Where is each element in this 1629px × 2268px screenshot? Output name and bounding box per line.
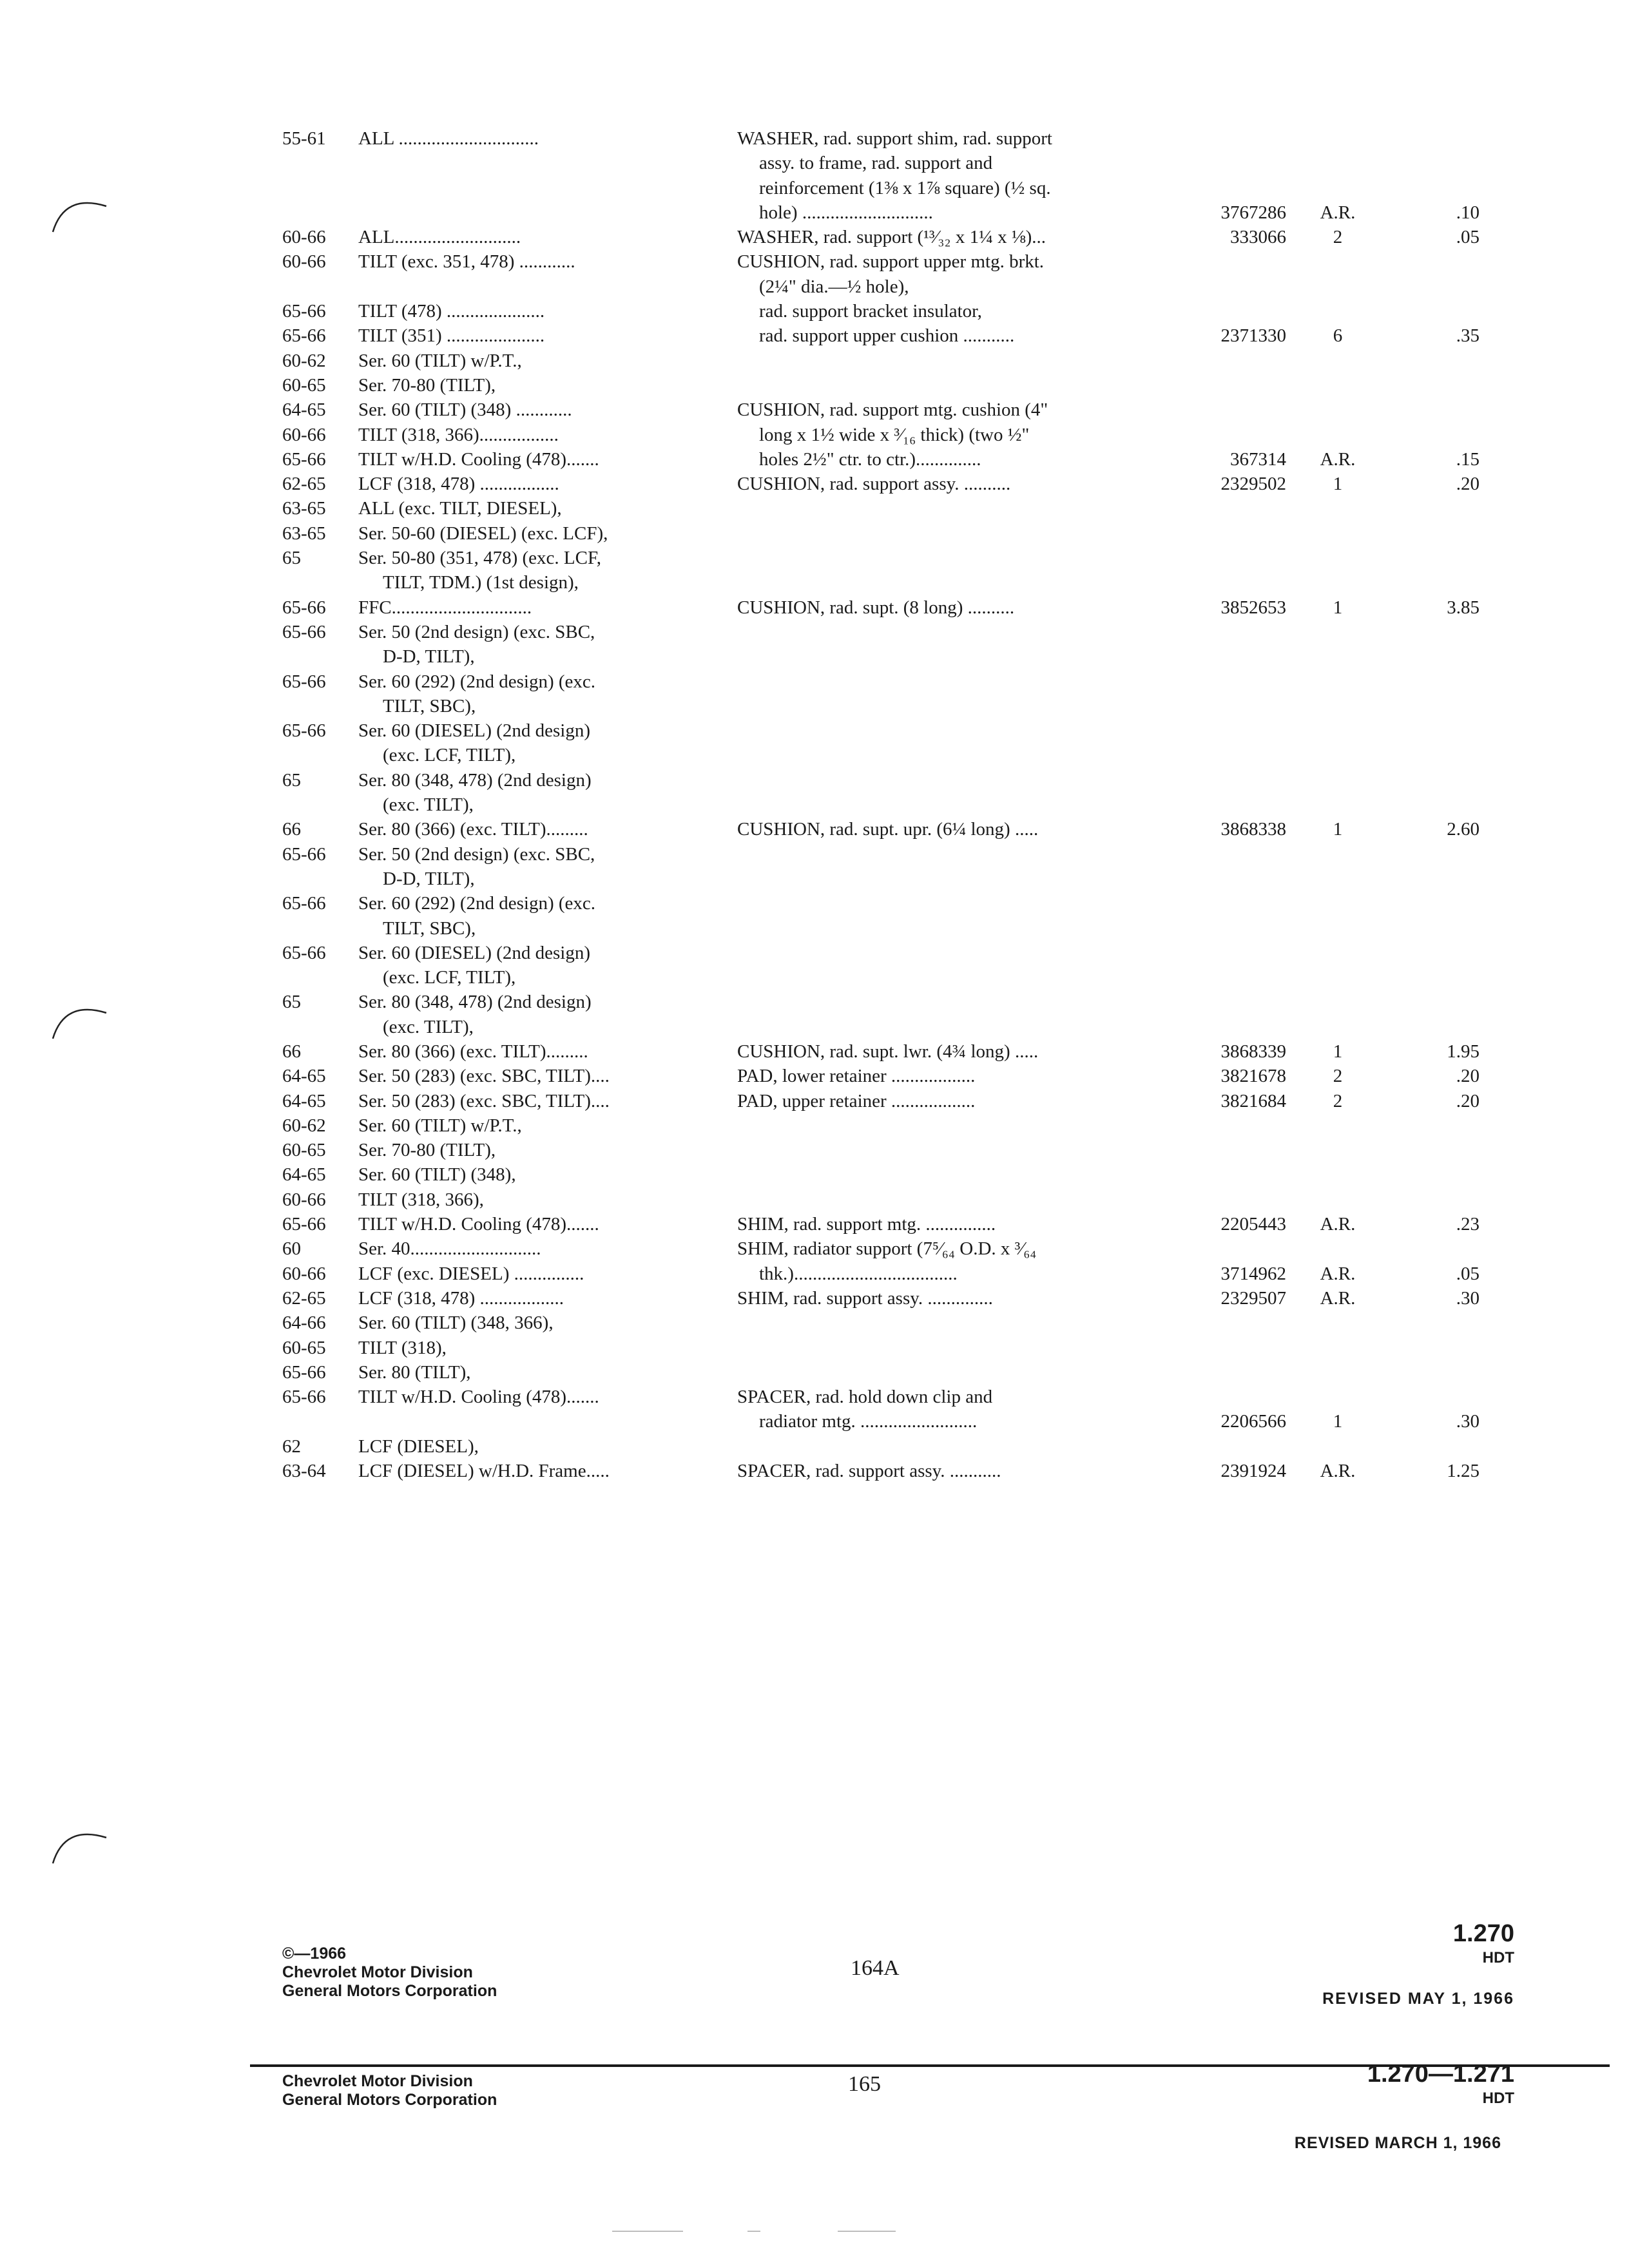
price-cell: .10 [1456, 202, 1480, 223]
model-cell: (exc. LCF, TILT), [383, 745, 516, 766]
quantity-cell: A.R. [1320, 1263, 1356, 1284]
description-cell: thk.)................................... [759, 1263, 958, 1284]
year-cell: 62 [282, 1436, 301, 1457]
year-cell: 55-61 [282, 128, 326, 149]
year-cell: 60-62 [282, 350, 326, 371]
part-number-cell: 3821684 [1220, 1090, 1286, 1111]
price-cell: .15 [1456, 448, 1480, 470]
part-number-cell: 2205443 [1220, 1214, 1286, 1235]
quantity-cell: A.R. [1320, 1214, 1356, 1235]
price-cell: .30 [1456, 1287, 1480, 1309]
model-cell: Ser. 80 (348, 478) (2nd design) [358, 992, 592, 1013]
year-cell: 60-66 [282, 424, 326, 445]
parts-row [282, 965, 1416, 990]
price-cell: .20 [1456, 1066, 1480, 1087]
model-cell: Ser. 40............................ [358, 1238, 541, 1260]
description-cell: SHIM, rad. support assy. .............. [737, 1287, 993, 1309]
year-cell: 66 [282, 1041, 301, 1062]
parts-row [282, 299, 1416, 323]
parts-row [282, 891, 1416, 916]
model-cell: Ser. 60 (TILT) (348), [358, 1164, 516, 1186]
parts-row [282, 1360, 1416, 1385]
price-cell: .20 [1456, 474, 1480, 495]
year-cell: 65 [282, 992, 301, 1013]
model-cell: Ser. 50 (2nd design) (exc. SBC, [358, 843, 595, 865]
parts-row [282, 1262, 1480, 1286]
year-cell: 65-66 [282, 1214, 326, 1235]
parts-row [282, 570, 1416, 595]
model-cell: Ser. 80 (366) (exc. TILT)......... [358, 819, 588, 840]
corporation-line-lower: General Motors Corporation [282, 2091, 497, 2109]
model-cell: Ser. 60 (292) (2nd design) (exc. [358, 671, 596, 692]
parts-row [282, 200, 1480, 225]
model-cell: Ser. 60 (TILT) w/P.T., [358, 1115, 522, 1136]
parts-row [282, 249, 1416, 274]
price-cell: 1.95 [1447, 1041, 1480, 1062]
model-cell: Ser. 80 (TILT), [358, 1361, 471, 1383]
year-cell: 63-65 [282, 523, 326, 544]
model-cell: (exc. TILT), [383, 1016, 474, 1037]
quantity-cell: 1 [1333, 1411, 1343, 1432]
model-cell: Ser. 60 (DIESEL) (2nd design) [358, 720, 591, 742]
model-cell: ALL .............................. [358, 128, 539, 149]
part-number-cell: 2329507 [1220, 1287, 1286, 1309]
part-number-cell: 3852653 [1220, 597, 1286, 618]
description-cell: assy. to frame, rad. support and [759, 153, 993, 174]
page-number: 164A [851, 1956, 900, 1980]
part-number-cell: 2391924 [1220, 1461, 1286, 1482]
price-cell: .23 [1456, 1214, 1480, 1235]
year-cell: 65-66 [282, 325, 326, 347]
description-cell: CUSHION, rad. support mtg. cushion (4" [737, 399, 1048, 421]
year-cell: 64-66 [282, 1312, 326, 1334]
quantity-cell: 2 [1333, 1090, 1343, 1111]
parts-row [282, 1089, 1480, 1113]
model-cell: TILT (318), [358, 1337, 447, 1358]
part-number-cell: 3767286 [1220, 202, 1286, 223]
parts-row [282, 1138, 1416, 1162]
parts-row [282, 793, 1416, 817]
quantity-cell: 2 [1333, 1066, 1343, 1087]
copyright-block [282, 1945, 497, 2001]
description-cell: CUSHION, rad. supt. (8 long) .......... [737, 597, 1015, 618]
year-cell: 60-66 [282, 251, 326, 273]
model-cell: D-D, TILT), [383, 868, 475, 889]
quantity-cell: 6 [1333, 325, 1343, 347]
description-cell: hole) ............................ [759, 202, 933, 223]
part-number-cell: 3868339 [1220, 1041, 1286, 1062]
model-cell: ALL (exc. TILT, DIESEL), [358, 498, 562, 519]
model-cell: Ser. 60 (292) (2nd design) (exc. [358, 893, 596, 914]
year-cell: 62-65 [282, 1287, 326, 1309]
part-number-cell: 3714962 [1220, 1263, 1286, 1284]
parts-row [282, 1187, 1416, 1212]
section-number: 1.270 [1452, 1920, 1514, 1947]
model-cell: TILT w/H.D. Cooling (478)....... [358, 1214, 599, 1235]
model-cell: Ser. 80 (366) (exc. TILT)......... [358, 1041, 588, 1062]
model-cell: TILT (351) ..................... [358, 325, 545, 347]
year-cell: 60-66 [282, 1263, 326, 1284]
parts-row [282, 546, 1416, 570]
model-cell: TILT (318, 366)................. [358, 424, 559, 445]
model-cell: Ser. 50-80 (351, 478) (exc. LCF, [358, 548, 602, 569]
year-cell: 65-66 [282, 843, 326, 865]
quantity-cell: A.R. [1320, 1287, 1356, 1309]
model-cell: TILT, SBC), [383, 918, 476, 939]
punch-hole-mark [45, 994, 116, 1064]
quantity-cell: A.R. [1320, 1461, 1356, 1482]
model-cell: Ser. 50 (2nd design) (exc. SBC, [358, 621, 595, 642]
parts-row [282, 225, 1480, 249]
section-block [1315, 1919, 1514, 1968]
parts-row [282, 1015, 1416, 1039]
parts-row [282, 1212, 1480, 1236]
part-number-cell: 333066 [1230, 227, 1286, 248]
parts-row [282, 496, 1416, 521]
model-cell: Ser. 70-80 (TILT), [358, 1140, 496, 1161]
part-number-cell: 2371330 [1220, 325, 1286, 347]
parts-row [282, 1336, 1416, 1360]
model-cell: Ser. 60 (TILT) (348) ............ [358, 399, 572, 421]
section-code: HDT [1482, 1949, 1514, 1966]
year-cell: 62-65 [282, 474, 326, 495]
copyright-block-lower [282, 2072, 497, 2109]
part-number-cell: 2206566 [1220, 1411, 1286, 1432]
parts-row [282, 373, 1416, 398]
model-cell: Ser. 70-80 (TILT), [358, 374, 496, 396]
parts-row [282, 941, 1416, 965]
year-cell: 60-62 [282, 1115, 326, 1136]
description-cell: reinforcement (1⅜ x 1⅞ square) (½ sq. [759, 177, 1051, 198]
model-cell: (exc. LCF, TILT), [383, 967, 516, 988]
year-cell: 64-65 [282, 1164, 326, 1186]
section-block-lower [1257, 2059, 1514, 2108]
parts-row [282, 1236, 1416, 1261]
model-cell: D-D, TILT), [383, 646, 475, 668]
model-cell: TILT, TDM.) (1st design), [383, 572, 579, 593]
quantity-cell: 1 [1333, 597, 1343, 618]
quantity-cell: 1 [1333, 474, 1343, 495]
parts-row [282, 595, 1480, 620]
parts-row [282, 176, 1416, 200]
part-number-cell: 3821678 [1220, 1066, 1286, 1087]
year-cell: 65-66 [282, 448, 326, 470]
division-line: Chevrolet Motor Division [282, 1963, 473, 1981]
parts-row [282, 1162, 1416, 1187]
description-cell: SHIM, rad. support mtg. ............... [737, 1214, 996, 1235]
parts-row [282, 126, 1416, 151]
year-cell: 65-66 [282, 301, 326, 322]
description-cell: PAD, lower retainer .................. [737, 1066, 976, 1087]
year-cell: 63-64 [282, 1461, 326, 1482]
model-cell: LCF (DIESEL), [358, 1436, 479, 1457]
parts-row [282, 867, 1416, 891]
price-cell: .05 [1456, 227, 1480, 248]
year-cell: 65 [282, 548, 301, 569]
parts-row [282, 472, 1480, 496]
description-cell: long x 1½ wide x ³⁄₁₆ thick) (two ½" [759, 424, 1030, 445]
parts-row [282, 1311, 1416, 1335]
model-cell: LCF (DIESEL) w/H.D. Frame..... [358, 1461, 610, 1482]
description-cell: CUSHION, rad. support upper mtg. brkt. [737, 251, 1045, 273]
year-cell: 65-66 [282, 942, 326, 963]
quantity-cell: 2 [1333, 227, 1343, 248]
description-cell: WASHER, rad. support shim, rad. support [737, 128, 1052, 149]
model-cell: Ser. 50-60 (DIESEL) (exc. LCF), [358, 523, 608, 544]
punch-hole-mark [45, 1818, 116, 1889]
description-cell: (2¼" dia.—½ hole), [759, 276, 909, 297]
parts-row [282, 916, 1416, 941]
price-cell: 3.85 [1447, 597, 1480, 618]
description-cell: WASHER, rad. support (¹³⁄₃₂ x 1¼ x ⅛)... [737, 227, 1046, 248]
quantity-cell: A.R. [1320, 202, 1356, 223]
year-cell: 60-66 [282, 227, 326, 248]
model-cell: TILT (478) ..................... [358, 301, 545, 322]
parts-row [282, 768, 1416, 793]
parts-row [282, 274, 1416, 299]
year-cell: 60-65 [282, 1140, 326, 1161]
description-cell: SPACER, rad. support assy. ........... [737, 1461, 1001, 1482]
year-cell: 63-65 [282, 498, 326, 519]
scan-speck [612, 2231, 683, 2232]
quantity-cell: 1 [1333, 819, 1343, 840]
model-cell: TILT w/H.D. Cooling (478)....... [358, 448, 599, 470]
description-cell: CUSHION, rad. support assy. .......... [737, 474, 1011, 495]
year-cell: 66 [282, 819, 301, 840]
revised-date: REVISED MAY 1, 1966 [1322, 1990, 1514, 2008]
year-cell: 65-66 [282, 621, 326, 642]
description-cell: PAD, upper retainer .................. [737, 1090, 976, 1111]
parts-row [282, 349, 1416, 373]
parts-row [282, 1113, 1416, 1138]
model-cell: TILT w/H.D. Cooling (478)....... [358, 1387, 599, 1408]
description-cell: holes 2½" ctr. to ctr.).............. [759, 448, 981, 470]
year-cell: 64-65 [282, 1090, 326, 1111]
quantity-cell: 1 [1333, 1041, 1343, 1062]
parts-row [282, 718, 1416, 743]
part-number-cell: 3868338 [1220, 819, 1286, 840]
scan-speck [838, 2231, 896, 2232]
section-code-lower: HDT [1482, 2090, 1514, 2107]
scan-speck [747, 2231, 760, 2232]
model-cell: LCF (318, 478) ................. [358, 474, 559, 495]
division-line-lower: Chevrolet Motor Division [282, 2072, 473, 2090]
quantity-cell: A.R. [1320, 448, 1356, 470]
parts-row [282, 423, 1416, 447]
page-number-lower: 165 [848, 2072, 881, 2096]
year-cell: 65-66 [282, 597, 326, 618]
price-cell: .35 [1456, 325, 1480, 347]
year-cell: 60 [282, 1238, 301, 1260]
year-cell: 65 [282, 769, 301, 791]
year-cell: 60-65 [282, 374, 326, 396]
year-cell: 64-65 [282, 399, 326, 421]
year-cell: 60-65 [282, 1337, 326, 1358]
model-cell: Ser. 60 (TILT) (348, 366), [358, 1312, 554, 1334]
parts-row [282, 323, 1480, 348]
model-cell: FFC.............................. [358, 597, 532, 618]
parts-row [282, 743, 1416, 767]
parts-row [282, 694, 1416, 718]
model-cell: Ser. 80 (348, 478) (2nd design) [358, 769, 592, 791]
part-number-cell: 367314 [1230, 448, 1286, 470]
model-cell: Ser. 60 (DIESEL) (2nd design) [358, 942, 591, 963]
model-cell: LCF (318, 478) .................. [358, 1287, 564, 1309]
section-number-lower: 1.270—1.271 [1367, 2061, 1514, 2088]
year-cell: 65-66 [282, 893, 326, 914]
parts-row [282, 521, 1416, 546]
parts-row [282, 1039, 1480, 1064]
description-cell: rad. support upper cushion ........... [759, 325, 1015, 347]
price-cell: 1.25 [1447, 1461, 1480, 1482]
parts-row [282, 1459, 1480, 1483]
parts-row [282, 644, 1416, 669]
price-cell: .20 [1456, 1090, 1480, 1111]
price-cell: .30 [1456, 1411, 1480, 1432]
description-cell: SPACER, rad. hold down clip and [737, 1387, 993, 1408]
parts-row [282, 1409, 1480, 1434]
revised-date-lower: REVISED MARCH 1, 1966 [1294, 2134, 1501, 2152]
year-cell: 65-66 [282, 720, 326, 742]
model-cell: Ser. 50 (283) (exc. SBC, TILT).... [358, 1090, 610, 1111]
parts-row [282, 669, 1416, 694]
model-cell: TILT (318, 366), [358, 1189, 484, 1210]
copyright-line: ©—1966 [282, 1945, 347, 1963]
model-cell: TILT, SBC), [383, 695, 476, 716]
parts-row [282, 1064, 1480, 1088]
model-cell: LCF (exc. DIESEL) ............... [358, 1263, 584, 1284]
price-cell: .05 [1456, 1263, 1480, 1284]
description-cell: CUSHION, rad. supt. lwr. (4¾ long) ..... [737, 1041, 1039, 1062]
model-cell: ALL........................... [358, 227, 521, 248]
model-cell: TILT (exc. 351, 478) ............ [358, 251, 575, 273]
parts-list [282, 126, 1480, 1483]
parts-row [282, 1385, 1416, 1409]
parts-row [282, 842, 1416, 867]
parts-row [282, 151, 1416, 175]
parts-row [282, 447, 1480, 472]
punch-hole-mark [45, 187, 116, 258]
description-cell: rad. support bracket insulator, [759, 301, 982, 322]
year-cell: 65-66 [282, 1361, 326, 1383]
description-cell: SHIM, radiator support (7⁵⁄₆₄ O.D. x ³⁄₆₄ [737, 1238, 1037, 1260]
part-number-cell: 2329502 [1220, 474, 1286, 495]
parts-row [282, 817, 1480, 841]
year-cell: 60-66 [282, 1189, 326, 1210]
parts-row [282, 398, 1416, 422]
parts-row [282, 990, 1416, 1014]
description-cell: CUSHION, rad. supt. upr. (6¼ long) ..... [737, 819, 1039, 840]
year-cell: 65-66 [282, 1387, 326, 1408]
corporation-line: General Motors Corporation [282, 1982, 497, 2000]
description-cell: radiator mtg. ......................... [759, 1411, 978, 1432]
year-cell: 65-66 [282, 671, 326, 692]
model-cell: Ser. 60 (TILT) w/P.T., [358, 350, 522, 371]
year-cell: 64-65 [282, 1066, 326, 1087]
model-cell: Ser. 50 (283) (exc. SBC, TILT).... [358, 1066, 610, 1087]
model-cell: (exc. TILT), [383, 794, 474, 816]
parts-row [282, 1286, 1480, 1311]
price-cell: 2.60 [1447, 819, 1480, 840]
parts-row [282, 620, 1416, 644]
parts-row [282, 1434, 1416, 1459]
